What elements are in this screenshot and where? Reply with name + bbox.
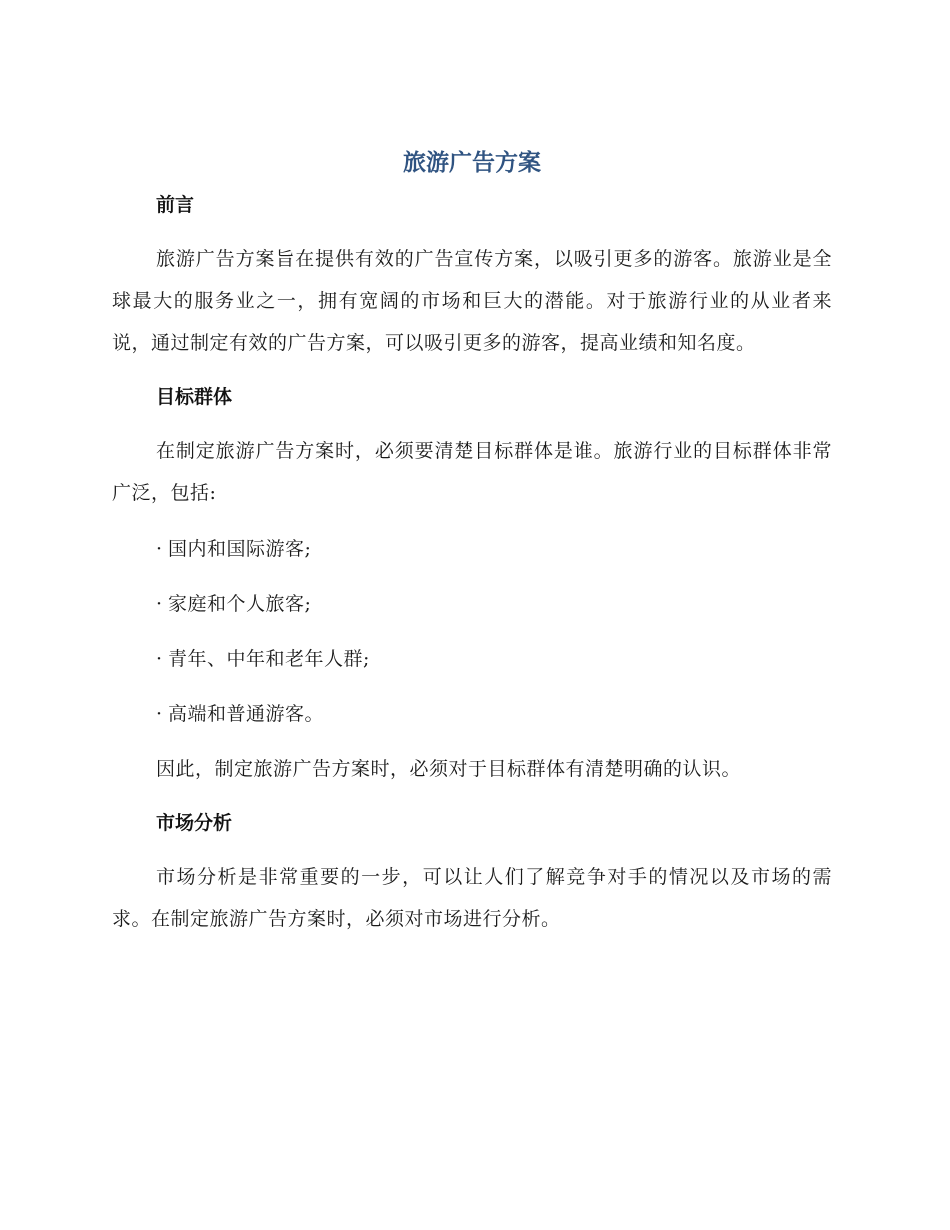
target-audience-intro: 在制定旅游广告方案时，必须要清楚目标群体是谁。旅游行业的目标群体非常广泛，包括: bbox=[112, 440, 832, 504]
section-heading-market-analysis: 市场分析 bbox=[156, 812, 233, 834]
list-item bbox=[156, 583, 832, 625]
section-heading-preface: 前言 bbox=[156, 194, 195, 216]
section-heading-target-audience: 目标群体 bbox=[156, 386, 233, 408]
list-item-text: 国内和国际游客; bbox=[168, 538, 312, 560]
list-item bbox=[156, 693, 832, 735]
list-item-text: 家庭和个人旅客; bbox=[168, 593, 312, 615]
bullet-dot-icon: · bbox=[156, 648, 163, 670]
market-analysis-paragraph: 市场分析是非常重要的一步，可以让人们了解竞争对手的情况以及市场的需求。在制定旅游广告方案时，必须对市场进行分析。 bbox=[112, 866, 832, 930]
section-target-audience bbox=[112, 384, 832, 790]
section-market-analysis bbox=[112, 810, 832, 940]
bullet-dot-icon: · bbox=[156, 538, 163, 560]
document-title: 旅游广告方案 bbox=[403, 150, 541, 176]
document-content bbox=[112, 146, 832, 960]
bullet-dot-icon: · bbox=[156, 593, 163, 615]
section-preface bbox=[112, 192, 832, 364]
list-item bbox=[156, 638, 832, 680]
list-item-text: 高端和普通游客。 bbox=[168, 703, 325, 725]
bullet-dot-icon: · bbox=[156, 703, 163, 725]
preface-paragraph: 旅游广告方案旨在提供有效的广告宣传方案，以吸引更多的游客。旅游业是全球最大的服务业之一，拥有宽阔的市场和巨大的潜能。对于旅游行业的从业者来说，通过制定有效的广告方案，可以吸引更多的游客，提高业绩和知名度。 bbox=[112, 248, 832, 354]
list-item-text: 青年、中年和老年人群; bbox=[168, 648, 370, 670]
list-item bbox=[156, 528, 832, 570]
target-audience-conclusion: 因此，制定旅游广告方案时，必须对于目标群体有清楚明确的认识。 bbox=[156, 758, 742, 780]
target-audience-list bbox=[112, 528, 832, 735]
